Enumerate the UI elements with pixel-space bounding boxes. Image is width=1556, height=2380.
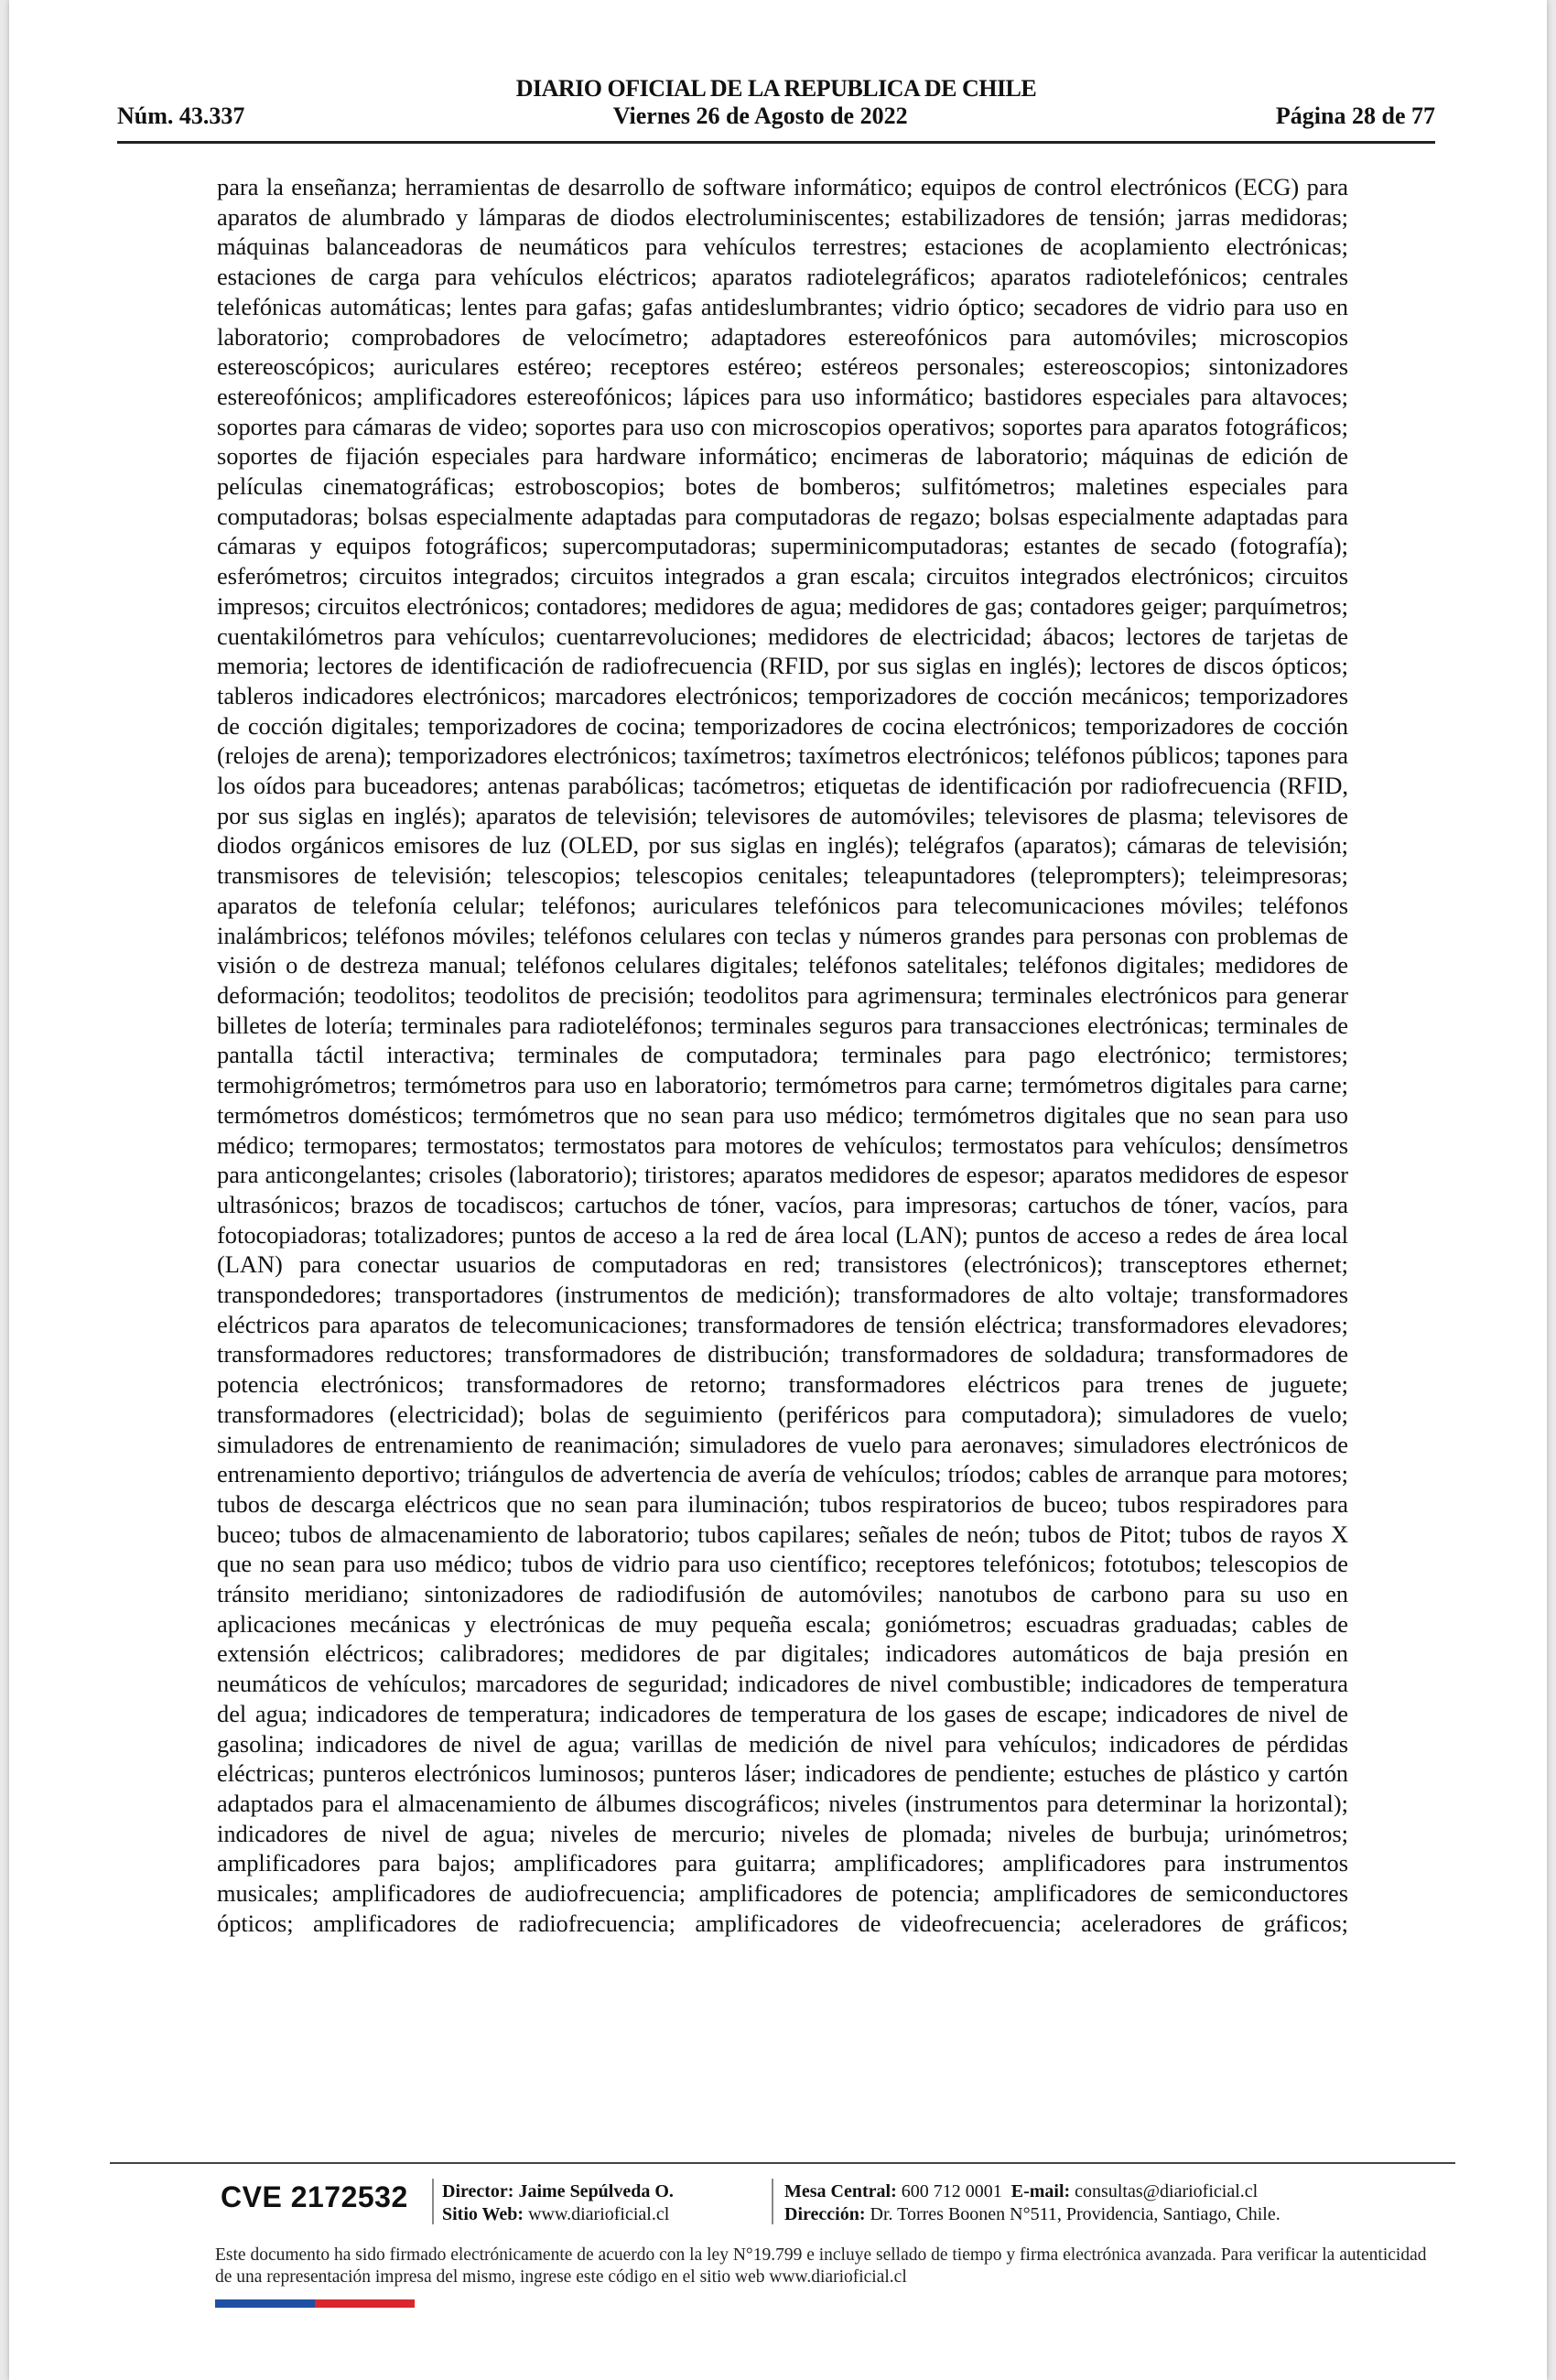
footer-contact-column (784, 2180, 1280, 2226)
email-label: E-mail: (1010, 2181, 1071, 2202)
website-line (442, 2203, 674, 2226)
address-text: Dr. Torres Boonen N°511, Providencia, Santiago, Chile. (870, 2204, 1280, 2224)
website-label: Sitio Web: (442, 2204, 524, 2224)
flag-color-bar (215, 2299, 415, 2308)
flag-red-segment (315, 2299, 415, 2308)
flag-blue-segment (215, 2299, 315, 2308)
page-number: Página 28 de 77 (1275, 103, 1435, 129)
director-label: Director: (442, 2181, 514, 2202)
footer-separator (772, 2179, 773, 2224)
issue-number: Núm. 43.337 (117, 103, 245, 129)
address-line (784, 2203, 1280, 2226)
address-label: Dirección: (784, 2204, 866, 2224)
publication-title: DIARIO OFICIAL DE LA REPUBLICA DE CHILE (515, 75, 1037, 102)
phone-number: 600 712 0001 (901, 2181, 1002, 2202)
director-name: Jaime Sepúlveda O. (518, 2181, 674, 2202)
website-link[interactable]: www.diarioficial.cl (528, 2204, 670, 2224)
email-link[interactable]: consultas@diarioficial.cl (1075, 2181, 1259, 2202)
page-header (117, 73, 1435, 156)
issue-date: Viernes 26 de Agosto de 2022 (612, 103, 908, 129)
page-footer (215, 2175, 1442, 2230)
contact-line (784, 2180, 1280, 2203)
cve-code: CVE 2172532 (221, 2180, 408, 2213)
footer-separator (432, 2179, 434, 2224)
director-line (442, 2180, 674, 2203)
header-divider (117, 141, 1435, 144)
footer-divider (110, 2162, 1455, 2164)
phone-label: Mesa Central: (784, 2181, 897, 2202)
header-row (117, 103, 1435, 130)
body-paragraph: para la enseñanza; herramientas de desarrollo de software informático; equipos de control electrónicos (ECG) para aparatos de alumbrado y lámparas de diodos electroluminiscentes; estabilizadores de tensión; jarras medidoras; máquinas balanceadoras de neumáticos para vehículos terrestres; estaciones de acoplamiento electrónicas; estaciones de carga para vehículos eléctricos; aparatos radiotelegráficos; aparatos radiotelefónicos; centrales telefónicas automáticas; lentes para gafas; gafas antideslumbrantes; vidrio óptico; secadores de vidrio para uso en laboratorio; comprobadores de velocímetro; adaptadores estereofónicos para automóviles; microscopios estereoscópicos; auriculares estéreo; receptores estéreo; estéreos personales; estereoscopios; sintonizadores estereofónicos; amplificadores estereofónicos; lápices para uso informático; bastidores especiales para altavoces; soportes para cámaras de video; soportes para uso con microscopios operativos; soportes para aparatos fotográficos; soportes de fijación especiales para hardware informático; encimeras de laboratorio; máquinas de edición de películas cinematográficas; estroboscopios; botes de bomberos; sulfitómetros; maletines especiales para computadoras; bolsas especialmente adaptadas para computadoras de regazo; bolsas especialmente adaptadas para cámaras y equipos fotográficos; supercomputadoras; superminicomputadoras; estantes de secado (fotografía); esferómetros; circuitos integrados; circuitos integrados a gran escala; circuitos integrados electrónicos; circuitos impresos; circuitos electrónicos; contadores; medidores de agua; medidores de gas; contadores geiger; parquímetros; cuentakilómetros para vehículos; cuentarrevoluciones; medidores de electricidad; ábacos; lectores de tarjetas de memoria; lectores de identificación de radiofrecuencia (RFID, por sus siglas en inglés); lectores de discos ópticos; tableros indicadores electrónicos; marcadores electrónicos; temporizadores de cocción mecánicos; temporizadores de cocción digitales; temporizadores de cocina; temporizadores de cocina electrónicos; temporizadores de cocción (relojes de arena); temporizadores electrónicos; taxímetros; taxímetros electrónicos; teléfonos públicos; tapones para los oídos para buceadores; antenas parabólicas; tacómetros; etiquetas de identificación por radiofrecuencia (RFID, por sus siglas en inglés); aparatos de televisión; televisores de automóviles; televisores de plasma; televisores de diodos orgánicos emisores de luz (OLED, por sus siglas en inglés); telégrafos (aparatos); cámaras de televisión; transmisores de televisión; telescopios; telescopios cenitales; teleapuntadores (teleprompters); teleimpresoras; aparatos de telefonía celular; teléfonos; auriculares telefónicos para telecomunicaciones móviles; teléfonos inalámbricos; teléfonos móviles; teléfonos celulares con teclas y números grandes para personas con problemas de visión o de destreza manual; teléfonos celulares digitales; teléfonos satelitales; teléfonos digitales; medidores de deformación; teodolitos; teodolitos de precisión; teodolitos para agrimensura; terminales electrónicos para generar billetes de lotería; terminales para radioteléfonos; terminales seguros para transacciones electrónicas; terminales de pantalla táctil interactiva; terminales de computadora; terminales para pago electrónico; termistores; termohigrómetros; termómetros para uso en laboratorio; termómetros para carne; termómetros digitales para carne; termómetros domésticos; termómetros que no sean para uso médico; termómetros digitales que no sean para uso médico; termopares; termostatos; termostatos para motores de vehículos; termostatos para vehículos; densímetros para anticongelantes; crisoles (laboratorio); tiristores; aparatos medidores de espesor; aparatos medidores de espesor ultrasónicos; brazos de tocadiscos; cartuchos de tóner, vacíos, para impresoras; cartuchos de tóner, vacíos, para fotocopiadoras; totalizadores; puntos de acceso a la red de área local (LAN); puntos de acceso a redes de área local (LAN) para conectar usuarios de computadoras en red; transistores (electrónicos); transceptores ethernet; transpondedores; transportadores (instrumentos de medición); transformadores de alto voltaje; transformadores eléctricos para aparatos de telecomunicaciones; transformadores de tensión eléctrica; transformadores elevadores; transformadores reductores; transformadores de distribución; transformadores de soldadura; transformadores de potencia electrónicos; transformadores de retorno; transformadores eléctricos para trenes de juguete; transformadores (electricidad); bolas de seguimiento (periféricos para computadora); simuladores de vuelo; simuladores de entrenamiento de reanimación; simuladores de vuelo para aeronaves; simuladores electrónicos de entrenamiento deportivo; triángulos de advertencia de avería de vehículos; tríodos; cables de arranque para motores; tubos de descarga eléctricos que no sean para iluminación; tubos respiratorios de buceo; tubos respiradores para buceo; tubos de almacenamiento de laboratorio; tubos capilares; señales de neón; tubos de Pitot; tubos de rayos X que no sean para uso médico; tubos de vidrio para uso científico; receptores telefónicos; fototubos; telescopios de tránsito meridiano; sintonizadores de radiodifusión de automóviles; nanotubos de carbono para su uso en aplicaciones mecánicas y electrónicas de muy pequeña escala; goniómetros; escuadras graduadas; cables de extensión eléctricos; calibradores; medidores de par digitales; indicadores automáticos de baja presión en neumáticos de vehículos; marcadores de seguridad; indicadores de nivel combustible; indicadores de temperatura del agua; indicadores de temperatura; indicadores de temperatura de los gases de escape; indicadores de nivel de gasolina; indicadores de nivel de agua; varillas de medición de nivel para vehículos; indicadores de pérdidas eléctricas; punteros electrónicos luminosos; punteros láser; indicadores de pendiente; estuches de plástico y cartón adaptados para el almacenamiento de álbumes discográficos; niveles (instrumentos para determinar la horizontal); indicadores de nivel de agua; niveles de mercurio; niveles de plomada; niveles de burbuja; urinómetros; amplificadores para bajos; amplificadores para guitarra; amplificadores; amplificadores para instrumentos musicales; amplificadores de audiofrecuencia; amplificadores de potencia; amplificadores de semiconductores ópticos; amplificadores de radiofrecuencia; amplificadores de videofrecuencia; aceleradores de gráficos; (217, 173, 1348, 1937)
footer-director-column (442, 2180, 674, 2226)
document-page (9, 0, 1547, 2380)
electronic-signature-note: Este documento ha sido firmado electrónicamente de acuerdo con la ley N°19.799 e incluye sellado de tiempo y firma electrónica avanzada. Para verificar la autenticidad de una representación impresa del mismo, ingrese este código en el sitio web www.diarioficial.cl (215, 2245, 1427, 2287)
